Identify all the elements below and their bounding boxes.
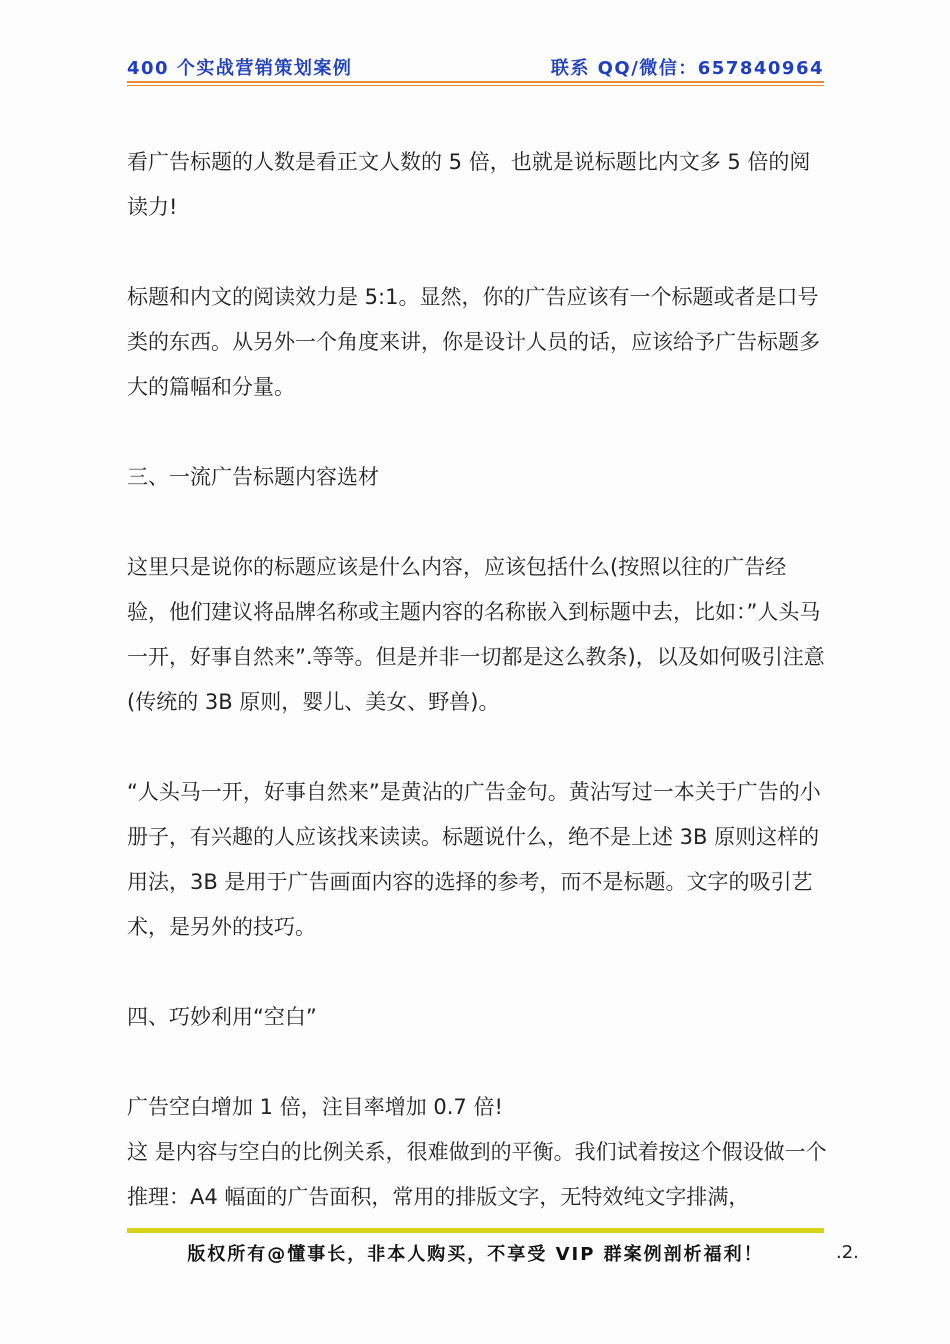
paragraph: 看广告标题的人数是看正文人数的 5 倍，也就是说标题比内文多 5 倍的阅读力! — [127, 150, 811, 219]
section-heading: 三、一流广告标题内容选材 — [127, 465, 379, 489]
paragraph: 标题和内文的阅读效力是 5:1。显然，你的广告应该有一个标题或者是口号类的东西。从另外一个角度来讲，你是设计人员的话，应该给予广告标题多大的篇幅和分量。 — [127, 285, 820, 399]
paragraph: 广告空白增加 1 倍，注目率增加 0.7 倍! — [127, 1095, 503, 1119]
header-divider-thin — [127, 85, 824, 86]
paragraph: 这里只是说你的标题应该是什么内容，应该包括什么(按照以往的广告经验，他们建议将品牌名称或主题内容的名称嵌入到标题中去，比如：”人头马一开，好事自然来”.等等。但是并非一切都是这么教条)，以及如何吸引注意(传统的 3B 原则，婴儿、美女、野兽)。 — [127, 555, 825, 714]
footer-copyright: 版权所有@懂事长，非本人购买，不享受 VIP 群案例剖析福利！ — [187, 1244, 764, 1265]
page-number: .2. — [836, 1242, 859, 1263]
section-heading: 四、巧妙利用“空白” — [127, 1005, 317, 1029]
paragraph: 这 是内容与空白的比例关系，很难做到的平衡。我们试着按这个假设做一个推理：A4 幅面的广告面积，常用的排版文字，无特效纯文字排满， — [127, 1140, 827, 1209]
header-divider — [127, 81, 824, 83]
page-header — [127, 54, 824, 80]
document-body — [127, 140, 827, 1220]
footer-divider — [127, 1228, 824, 1233]
paragraph: “人头马一开，好事自然来”是黄沾的广告金句。黄沾写过一本关于广告的小册子，有兴趣的人应该找来读读。标题说什么，绝不是上述 3B 原则这样的用法，3B 是用于广告画面内容的选择的参考，而不是标题。文字的吸引艺术，是另外的技巧。 — [127, 780, 821, 939]
header-title: 400 个实战营销策划案例 — [127, 58, 353, 79]
header-contact: 联系 QQ/微信：657840964 — [550, 58, 824, 79]
